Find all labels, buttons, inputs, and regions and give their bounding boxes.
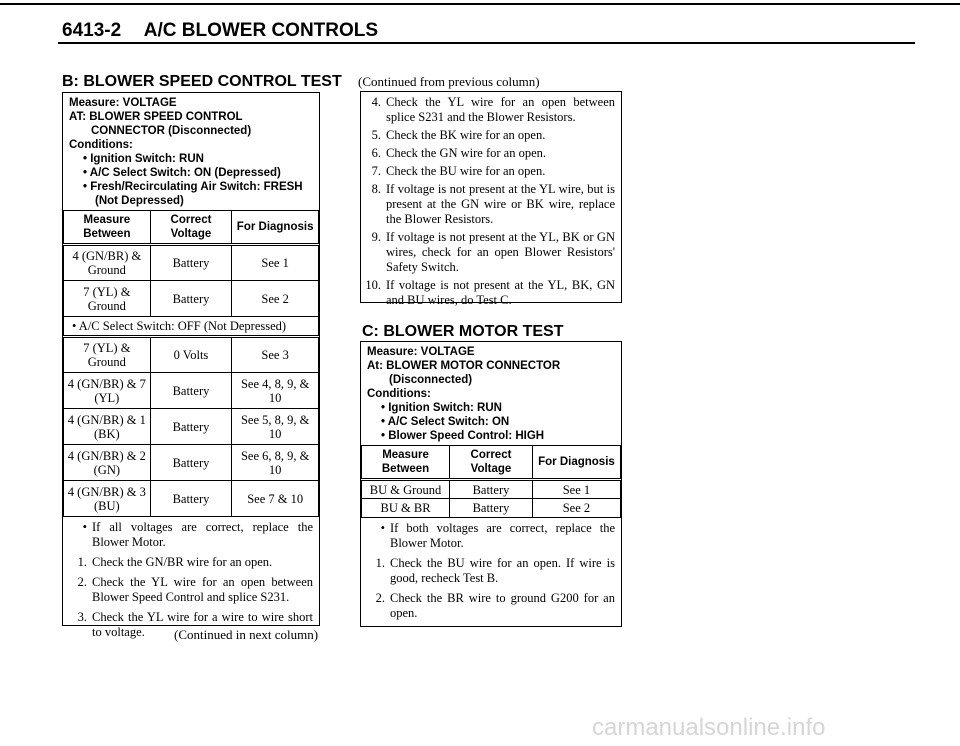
table-cell: See 5, 8, 9, & 10 — [232, 409, 319, 445]
table-cell: • A/C Select Switch: OFF (Not Depressed) — [64, 317, 319, 337]
table-cell: 7 (YL) & Ground — [64, 281, 151, 317]
table-row — [64, 373, 319, 409]
section-b-title: B: BLOWER SPEED CONTROL TEST — [62, 73, 342, 90]
table-cell: See 1 — [232, 245, 319, 281]
watermark: carmanualsonline.info — [592, 714, 826, 741]
list-item — [69, 575, 313, 605]
list-text: Check the GN wire for an open. — [386, 146, 547, 160]
list-item — [367, 521, 615, 551]
column-header: Measure Between — [362, 446, 450, 480]
spec-connector: CONNECTOR (Disconnected) — [91, 125, 252, 137]
list-item — [363, 182, 615, 227]
list-item — [69, 555, 313, 570]
page-header — [62, 20, 378, 42]
list-marker: 7. — [371, 164, 381, 178]
table-row — [362, 480, 621, 499]
list-item — [367, 591, 615, 621]
section-c-box — [360, 341, 622, 627]
spec-connector: (Disconnected) — [389, 374, 473, 386]
table-cell: See 6, 8, 9, & 10 — [232, 445, 319, 481]
continued-next-note: (Continued in next column) — [174, 627, 319, 642]
list-text: Check the BR wire to ground G200 for an open. — [390, 591, 615, 620]
column-header: Correct Voltage — [450, 446, 533, 480]
table-row — [64, 481, 319, 517]
list-marker: 3. — [77, 610, 87, 624]
spec-measure: Measure: VOLTAGE — [69, 97, 177, 109]
table-cell: See 2 — [532, 499, 620, 518]
list-item — [69, 520, 313, 550]
list-text: If voltage is not present at the YL wire, but is present at the GN wire or BK wire, replace the Blower Resistors. — [386, 182, 615, 226]
section-c-notes — [361, 518, 621, 629]
header-rule — [58, 42, 915, 44]
table-cell: Battery — [150, 245, 232, 281]
table-cell: Battery — [150, 481, 232, 517]
page-title: A/C BLOWER CONTROLS — [143, 20, 379, 41]
list-marker: 5. — [371, 128, 381, 142]
list-marker: 4. — [371, 95, 381, 109]
list-marker: 2. — [375, 591, 385, 605]
list-marker: 6. — [371, 146, 381, 160]
table-cell: See 2 — [232, 281, 319, 317]
continued-prev-note: (Continued from previous column) — [358, 74, 540, 89]
spec-measure: Measure: VOLTAGE — [367, 346, 475, 358]
table-cell: BU & BR — [362, 499, 450, 518]
table-cell: BU & Ground — [362, 480, 450, 499]
column-header: For Diagnosis — [532, 446, 620, 480]
list-item — [363, 230, 615, 275]
table-row — [64, 245, 319, 281]
spec-at: AT: BLOWER SPEED CONTROL — [69, 111, 243, 123]
list-text: If voltage is not present at the YL, BK, GN and BU wires, do Test C. — [386, 278, 615, 307]
table-cell: 4 (GN/BR) & 2 (GN) — [64, 445, 151, 481]
spec-condition: • A/C Select Switch: ON — [381, 416, 510, 428]
continued-notes — [361, 92, 621, 311]
spec-condition: (Not Depressed) — [95, 195, 184, 207]
list-text: If voltage is not present at the YL, BK or GN wires, check for an open Blower Resistors' Safety Switch. — [386, 230, 615, 274]
list-text: Check the BK wire for an open. — [386, 128, 546, 142]
list-text: Check the YL wire for a wire to wire short to voltage. — [92, 610, 313, 639]
table-cell: 0 Volts — [150, 337, 232, 373]
table-cell: 7 (YL) & Ground — [64, 337, 151, 373]
table-cell: See 7 & 10 — [232, 481, 319, 517]
table-cell: Battery — [450, 499, 533, 518]
list-text: If both voltages are correct, replace the Blower Motor. — [390, 521, 615, 550]
spec-condition: • Fresh/Recirculating Air Switch: FRESH — [83, 181, 303, 193]
list-text: Check the BU wire for an open. — [386, 164, 546, 178]
spec-condition: • Blower Speed Control: HIGH — [381, 430, 545, 442]
table-row — [64, 337, 319, 373]
table-row — [362, 499, 621, 518]
spec-at: At: BLOWER MOTOR CONNECTOR — [367, 360, 561, 372]
list-text: Check the YL wire for an open between splice S231 and the Blower Resistors. — [386, 95, 615, 124]
spec-condition: • Ignition Switch: RUN — [83, 153, 204, 165]
table-cell: See 3 — [232, 337, 319, 373]
spec-condition: • Ignition Switch: RUN — [381, 402, 502, 414]
section-c-spec — [361, 342, 621, 445]
list-item — [363, 278, 615, 308]
section-b-table — [63, 210, 319, 517]
list-item — [367, 556, 615, 586]
table-row — [64, 409, 319, 445]
section-c-title: C: BLOWER MOTOR TEST — [362, 323, 564, 340]
top-rule — [0, 3, 960, 5]
list-text: If all voltages are correct, replace the Blower Motor. — [92, 520, 313, 549]
table-header-row — [362, 446, 621, 480]
list-marker: 9. — [371, 230, 381, 244]
table-cell: Battery — [150, 281, 232, 317]
table-cell: Battery — [150, 373, 232, 409]
table-cell: Battery — [450, 480, 533, 499]
column-header: For Diagnosis — [232, 211, 319, 245]
table-cell: 4 (GN/BR) & 3 (BU) — [64, 481, 151, 517]
list-item — [363, 146, 615, 161]
table-cell: Battery — [150, 445, 232, 481]
spec-conditions-label: Conditions: — [367, 388, 431, 400]
table-cell: See 4, 8, 9, & 10 — [232, 373, 319, 409]
table-row — [64, 445, 319, 481]
table-header-row — [64, 211, 319, 245]
table-cell: 4 (GN/BR) & 1 (BK) — [64, 409, 151, 445]
list-marker: 10. — [365, 278, 381, 292]
spec-condition: • A/C Select Switch: ON (Depressed) — [83, 167, 281, 179]
list-marker: 1. — [77, 555, 87, 569]
column-header: Correct Voltage — [150, 211, 232, 245]
list-item — [363, 128, 615, 143]
list-item — [363, 95, 615, 125]
list-marker: • — [82, 520, 87, 534]
list-marker: 2. — [77, 575, 87, 589]
table-cell: 4 (GN/BR) & 7 (YL) — [64, 373, 151, 409]
list-marker: 1. — [375, 556, 385, 570]
list-text: Check the BU wire for an open. If wire is good, recheck Test B. — [390, 556, 615, 585]
table-cell: See 1 — [532, 480, 620, 499]
page-number: 6413-2 — [62, 20, 122, 41]
spec-conditions-label: Conditions: — [69, 139, 133, 151]
table-cell: 4 (GN/BR) & Ground — [64, 245, 151, 281]
continued-notes-box — [360, 91, 622, 307]
list-marker: 8. — [371, 182, 381, 196]
section-c-table — [361, 445, 621, 518]
list-marker: • — [380, 521, 385, 535]
list-item — [363, 164, 615, 179]
table-row — [64, 281, 319, 317]
table-condition-row — [64, 317, 319, 337]
column-header: Measure Between — [64, 211, 151, 245]
section-b-spec — [63, 93, 319, 210]
table-cell: Battery — [150, 409, 232, 445]
list-text: Check the GN/BR wire for an open. — [92, 555, 273, 569]
list-text: Check the YL wire for an open between Blower Speed Control and splice S231. — [92, 575, 313, 604]
